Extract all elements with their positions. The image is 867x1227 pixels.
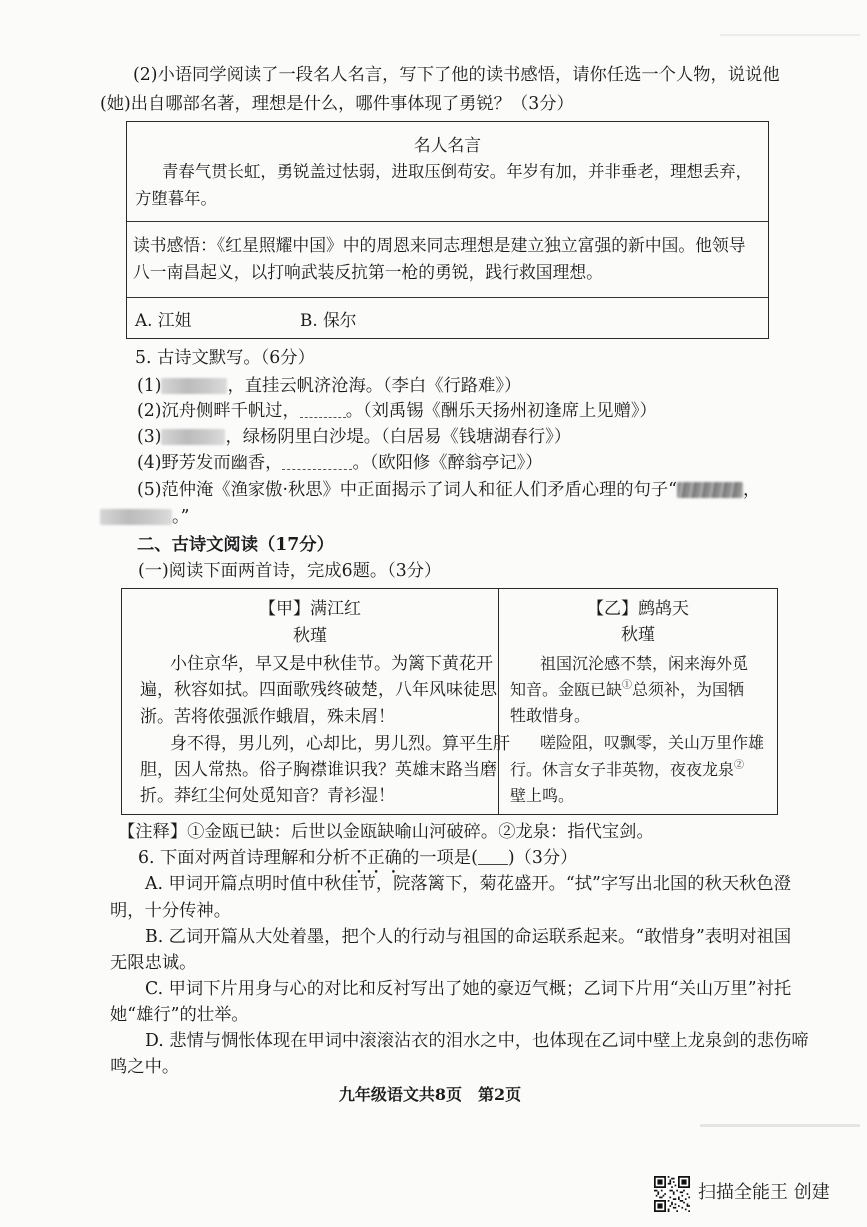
poem-yi-line-text: 总须补，为国牺	[632, 680, 745, 699]
poem-notes: 【注释】①金瓯已缺：后世以金瓯缺喻山河破碎。②龙泉：指代宝剑。	[118, 822, 654, 842]
quote-text-line: 青春气贯长虹，勇锐盖过怯弱，进取压倒苟安。年岁有加，并非垂老，理想丢弃，	[162, 162, 753, 181]
question-6-option-b: B. 乙词开篇从大处着墨，把个人的行动与祖国的命运联系起来。“敢惜身”表明对祖国	[145, 927, 792, 947]
poem-yi-line: 壁上鸣。	[510, 786, 575, 805]
footnote-marker: ①	[622, 680, 633, 691]
dictation-item-prefix: (4)野芳发而幽香，	[137, 453, 283, 473]
dictation-item-3	[137, 427, 571, 447]
section-2-title: 二、古诗文阅读（17分）	[137, 535, 334, 555]
question-6-stem-text: 的一项是(	[401, 848, 478, 868]
dictation-item-suffix: ，	[742, 480, 761, 500]
footnote-marker: ②	[734, 760, 745, 771]
poem-yi-line-text: 行。休言女子非英物，夜夜龙泉	[510, 760, 735, 779]
dictation-item-5-continued	[100, 507, 189, 527]
answer-blank	[100, 509, 172, 525]
dictation-item-prefix: (1)	[137, 376, 162, 396]
question-6-option-b-continued: 无限忠诚。	[110, 953, 197, 973]
answer-blank	[161, 429, 225, 445]
quote-box-title: 名人名言	[413, 135, 482, 155]
poem-yi-line: 嗟险阻，叹飘零，关山万里作雄	[540, 733, 765, 752]
poem-jia-line: 小住京华，早又是中秋佳节。为篱下黄花开	[170, 654, 493, 674]
poem-yi-line	[510, 680, 744, 700]
poem-yi-line: 牲敢惜身。	[510, 706, 591, 725]
quote-box	[126, 121, 769, 339]
question-6-option-c-continued: 她“雄行”的壮举。	[110, 1005, 249, 1025]
dictation-item-prefix: (5)范仲淹《渔家傲·秋思》中正面揭示了词人和征人们矛盾心理的句子“	[137, 480, 677, 500]
dictation-item-1	[137, 376, 521, 396]
dictation-item-4	[137, 453, 543, 473]
scanner-watermark-text: 扫描全能王 创建	[698, 1182, 830, 1203]
question-6-option-d: D. 悲情与惆怅体现在甲词中滚滚沾衣的泪水之中，也体现在乙词中壁上龙泉剑的悲伤啼	[145, 1031, 809, 1051]
poem-jia-line: 胆，因人常热。俗子胸襟谁识我？英雄末路当磨	[140, 760, 497, 780]
quote-text-line: 方堕暮年。	[135, 189, 217, 208]
question-6-stem-text: 6. 下面对两首诗理解和分析	[138, 848, 351, 868]
dictation-item-suffix: 。（刘禹锡《酬乐天扬州初逢席上见赠》）	[345, 401, 657, 421]
question-5-title: 5. 古诗文默写。（6分）	[135, 348, 315, 368]
option-a: A. 江姐	[135, 310, 192, 330]
poem-jia-author: 秋瑾	[293, 626, 327, 646]
dictation-item-2	[137, 401, 657, 421]
answer-blank	[478, 848, 508, 865]
section-2-subtitle: (一)阅读下面两首诗，完成6题。（3分）	[138, 561, 442, 581]
poem-table-divider	[498, 589, 499, 814]
question-6-stem-text: )（3分）	[507, 848, 578, 868]
page-footer: 九年级语文共8页 第2页	[338, 1085, 522, 1104]
question-6-option-a: A. 甲词开篇点明时值中秋佳节，院落篱下，菊花盛开。“拭”字写出北国的秋天秋色澄	[145, 874, 791, 894]
poem-jia-line: 折。莽红尘何处觅知音？青衫湿！	[140, 786, 395, 806]
poem-yi-line: 祖国沉沦感不禁，闲来海外觅	[540, 654, 749, 673]
quote-box-divider	[127, 297, 768, 298]
question-2-prompt-line: (她)出自哪部名著，理想是什么，哪件事体现了勇锐？（3分）	[100, 94, 574, 114]
dictation-item-prefix: (3)	[137, 427, 162, 447]
scan-edge-artifact	[700, 1124, 860, 1127]
poem-jia-line: 遍，秋容如拭。四面歌残终破楚，八年风味徒思	[140, 680, 497, 700]
reflection-line: 读书感悟：《红星照耀中国》中的周恩来同志理想是建立独立富强的新中国。他领导	[133, 235, 746, 255]
answer-blank	[282, 453, 352, 470]
answer-blank	[300, 401, 346, 418]
poem-jia-line: 浙。苦将侬强派作蛾眉，殊未屑！	[140, 707, 395, 727]
dictation-item-suffix: ，直挂云帆济沧海。（李白《行路难》）	[227, 376, 522, 396]
option-b: B. 保尔	[300, 310, 357, 330]
question-6-option-a-continued: 明，十分传神。	[110, 901, 231, 921]
question-6-emphasis: 不正确	[350, 848, 402, 868]
dictation-item-suffix: 。”	[172, 507, 190, 527]
poem-yi-author: 秋瑾	[621, 625, 655, 645]
question-6-option-d-continued: 鸣之中。	[110, 1057, 180, 1077]
question-2-prompt-line: (2)小语同学阅读了一段名人名言，写下了他的读书感悟，请你任选一个人物，说说他	[133, 65, 780, 85]
reflection-line: 八一南昌起义，以打响武装反抗第一枪的勇锐，践行救国理想。	[133, 262, 603, 282]
answer-blank	[677, 482, 743, 498]
question-6-option-c: C. 甲词下片用身与心的对比和反衬写出了她的豪迈气概；乙词下片用“关山万里”衬托	[145, 979, 792, 999]
dictation-item-suffix: 。（欧阳修《醉翁亭记》）	[352, 453, 543, 473]
dictation-item-5	[137, 480, 760, 500]
poem-yi-line-text: 知音。金瓯已缺	[510, 680, 623, 699]
dictation-item-suffix: ，绿杨阴里白沙堤。（白居易《钱塘湖春行》）	[225, 427, 572, 447]
poem-table	[121, 588, 778, 815]
poem-jia-title: 【甲】满江红	[259, 599, 361, 619]
poem-yi-title: 【乙】鹧鸪天	[587, 599, 689, 619]
dictation-item-prefix: (2)沉舟侧畔千帆过，	[137, 401, 300, 421]
poem-yi-line	[510, 760, 744, 780]
scan-edge-artifact	[720, 34, 860, 36]
answer-blank	[161, 378, 227, 394]
poem-jia-line: 身不得，男儿列，心却比，男儿烈。算平生肝	[170, 734, 510, 754]
qr-code-icon	[654, 1176, 690, 1212]
quote-box-divider	[127, 221, 768, 222]
